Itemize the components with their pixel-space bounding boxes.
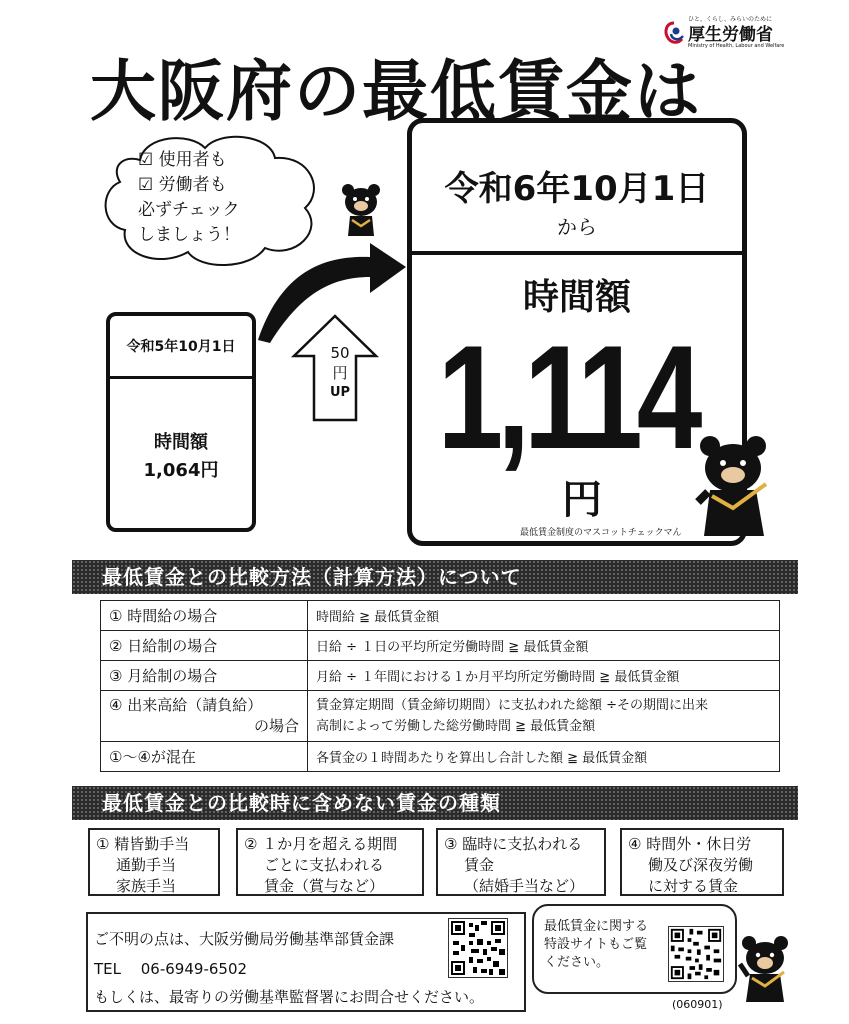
current-date: 令和6年10月1日: [444, 169, 710, 209]
excluded-item-3-line3: （結婚手当など）: [464, 877, 585, 895]
table-row: [101, 691, 780, 742]
mascot-large-icon: [692, 432, 776, 542]
formula-hourly: 時間給 ≧ 最低賃金額: [308, 601, 780, 631]
case-piecework-line2: の場合: [253, 717, 299, 735]
current-label: 時間額: [522, 277, 631, 318]
increase-up: UP: [329, 385, 351, 400]
previous-wage-box: [106, 312, 256, 532]
formula-daily: 日給 ÷ １日の平均所定労働時間 ≧ 最低賃金額: [308, 631, 780, 661]
case-hourly: ① 時間給の場合: [101, 601, 308, 631]
table-row: [101, 601, 780, 631]
excluded-item-4-line2: 働及び深夜労働: [648, 856, 754, 874]
excluded-item-1-line2: 通勤手当: [116, 856, 177, 874]
increase-unit: 円: [332, 364, 348, 382]
increase-label: [322, 343, 358, 403]
excluded-item-3: [436, 828, 606, 896]
case-monthly: ③ 月給制の場合: [101, 661, 308, 691]
site-bubble-text: [544, 918, 648, 972]
case-daily: ② 日給制の場合: [101, 631, 308, 661]
previous-date: 令和5年10月1日: [110, 316, 252, 379]
excluded-heading: 最低賃金との比較時に含めない賃金の種類: [72, 786, 798, 820]
formula-piecework-line1: 賃金算定期間（賃金締切期間）に支払われた総額 ÷その期間に出来: [316, 698, 709, 713]
excluded-item-2-line1: ② １か月を超える期間: [244, 835, 398, 853]
contact-line1: ご不明の点は、大阪労働局労働基準部賃金課: [94, 930, 395, 948]
increase-amount: 50: [330, 344, 350, 362]
document-code: (060901): [672, 998, 723, 1011]
excluded-item-2-line2: ごとに支払われる: [264, 856, 385, 874]
current-date-panel: [412, 123, 742, 255]
mascot-caption: 最低賃金制度のマスコットチェックマん: [520, 528, 682, 538]
excluded-item-4-line3: に対する賃金: [648, 877, 739, 895]
current-unit: 円: [562, 477, 602, 523]
case-piecework-line1: ④ 出来高給（請負給）: [109, 696, 263, 714]
excluded-item-2-line3: 賃金（賞与など）: [264, 877, 385, 895]
ministry-name: 厚生労働省: [688, 25, 773, 45]
excluded-item-4: [620, 828, 784, 896]
formula-monthly: 月給 ÷ １年間における１か月平均所定労働時間 ≧ 最低賃金額: [308, 661, 780, 691]
excluded-item-1-line3: 家族手当: [116, 877, 177, 895]
cloud-line-worker: ☑ 労働者も: [138, 175, 227, 195]
comparison-heading: 最低賃金との比較方法（計算方法）について: [72, 560, 798, 594]
case-mixed: ①～④が混在: [101, 742, 308, 772]
site-bubble-line2: 特設サイトもご覧: [544, 937, 648, 952]
formula-mixed: 各賃金の１時間あたりを算出し合計した額 ≧ 最低賃金額: [308, 742, 780, 772]
page-title: 大阪府の最低賃金は: [90, 53, 702, 130]
current-amount: 1,114: [437, 315, 697, 481]
ministry-name-en: Ministry of Health, Labour and Welfare: [688, 43, 785, 49]
excluded-item-1-line1: ① 精皆勤手当: [96, 835, 190, 853]
cloud-line-check: 必ずチェック: [138, 200, 240, 220]
comparison-table: [100, 600, 780, 772]
table-row: [101, 742, 780, 772]
cloud-line-please: しましょう！: [138, 225, 240, 245]
table-row: [101, 661, 780, 691]
excluded-item-3-line1: ③ 臨時に支払われる: [444, 835, 583, 853]
excluded-item-1: [88, 828, 220, 896]
site-qr-code-icon[interactable]: [668, 926, 724, 982]
previous-label: 時間額: [154, 432, 208, 453]
cloud-message: [138, 148, 240, 248]
site-bubble-line1: 最低賃金に関する: [544, 919, 649, 934]
excluded-item-3-line2: 賃金: [464, 856, 495, 874]
excluded-item-4-line1: ④ 時間外・休日労: [628, 835, 752, 853]
current-from: から: [557, 215, 597, 239]
mascot-bottom-icon: [738, 934, 792, 1004]
formula-piecework: [308, 691, 780, 742]
excluded-item-2: [236, 828, 424, 896]
ministry-tagline: ひと、くらし、みらいのために: [688, 16, 773, 23]
previous-amount: 1,064円: [143, 460, 219, 481]
contact-qr-code-icon[interactable]: [448, 918, 508, 978]
formula-piecework-line2: 高制によって労働した総労働時間 ≧ 最低賃金額: [316, 719, 596, 734]
cloud-line-employer: ☑ 使用者も: [138, 150, 227, 170]
case-piecework: [101, 691, 308, 742]
table-row: [101, 631, 780, 661]
contact-phone[interactable]: TEL 06-6949-6502: [94, 960, 248, 978]
site-bubble-line3: ください。: [544, 955, 610, 970]
contact-line3: もしくは、最寄りの労働基準監督署にお問合せください。: [94, 988, 485, 1006]
